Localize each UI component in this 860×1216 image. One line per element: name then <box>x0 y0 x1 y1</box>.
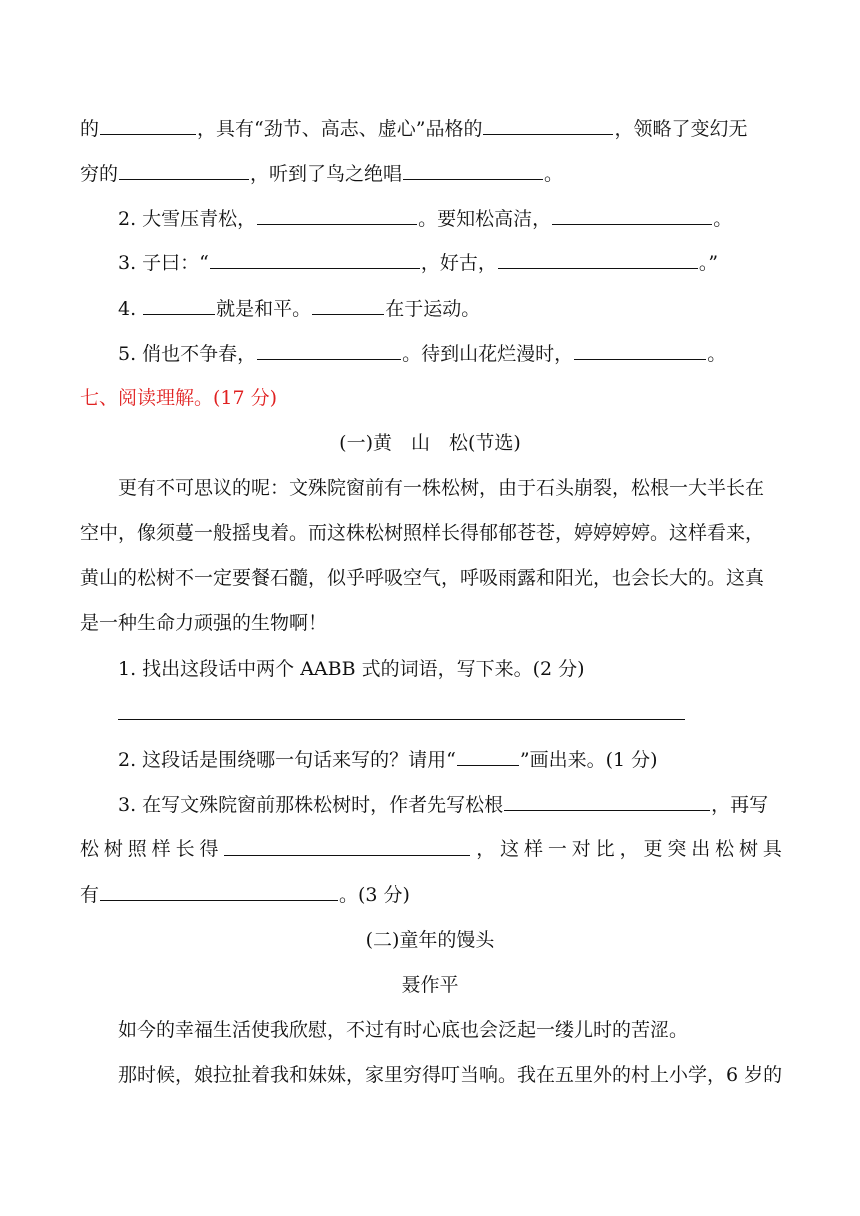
question-5 <box>118 339 726 367</box>
text: ，具有“劲节、高志、虚心”品格的 <box>197 118 483 140</box>
text: ，好古， <box>420 252 497 274</box>
passage-line: 黄山的松树不一定要餐石髓，似乎呼吸空气，呼吸雨露和阳光，也会长大的。这真 <box>80 567 765 589</box>
passage-line: 空中，像须蔓一般摇曳着。而这株松树照样长得郁郁苍苍，婷婷婷婷。这样看来， <box>80 522 765 544</box>
text: 比 <box>595 838 615 860</box>
text: 。(3 分) <box>339 884 410 906</box>
text: 。待到山花烂漫时， <box>402 343 574 365</box>
answer-blank[interactable] <box>552 204 712 225</box>
answer-blank[interactable] <box>210 248 420 269</box>
text: 得 <box>199 838 219 860</box>
text: 2. 大雪压青松， <box>118 208 257 230</box>
text: 。 <box>707 343 727 365</box>
answer-blank[interactable] <box>119 159 249 180</box>
answer-line[interactable] <box>118 719 685 720</box>
passage-line: 那时候，娘拉扯着我和妹妹，家里穷得叮当响。我在五里外的村上小学，6 岁的 <box>118 1064 783 1086</box>
answer-blank[interactable] <box>504 790 710 811</box>
answer-blank[interactable] <box>224 835 470 856</box>
text: ，听到了鸟之绝唱 <box>250 163 403 185</box>
fill-line-1 <box>80 114 747 142</box>
text: 树 <box>103 838 123 860</box>
answer-blank[interactable] <box>257 339 401 360</box>
question-2 <box>118 204 732 232</box>
answer-blank[interactable] <box>403 159 543 180</box>
passage-author: 聂作平 <box>401 974 459 996</box>
text: 松 <box>80 838 100 860</box>
text: 树 <box>739 838 759 860</box>
text: ，再写 <box>711 794 769 816</box>
answer-blank[interactable] <box>257 204 417 225</box>
question-2 <box>118 745 658 773</box>
answer-blank[interactable] <box>312 294 384 315</box>
question-3 <box>118 248 718 276</box>
answer-blank[interactable] <box>498 248 698 269</box>
text: 有 <box>80 884 100 906</box>
text: 5. 俏也不争春， <box>118 343 257 365</box>
underline-sample <box>457 745 519 766</box>
answer-blank[interactable] <box>483 114 613 135</box>
text: 4. <box>118 298 143 320</box>
text: 照 <box>127 838 147 860</box>
text: 。 <box>713 208 733 230</box>
text: 对 <box>571 838 591 860</box>
text: 出 <box>691 838 711 860</box>
text: 3. 在写文殊院窗前那株松树时，作者先写松根 <box>118 794 504 816</box>
question-1: 1. 找出这段话中两个 AABB 式的词语，写下来。(2 分) <box>118 658 585 680</box>
passage-title: (一)黄 山 松(节选) <box>339 432 521 454</box>
passage-title: (二)童年的馒头 <box>365 929 495 951</box>
answer-blank[interactable] <box>143 294 215 315</box>
text: 在于运动。 <box>385 298 481 320</box>
fill-line-2 <box>80 159 563 187</box>
answer-blank[interactable] <box>100 114 196 135</box>
text: 3. 子曰：“ <box>118 252 209 274</box>
text: 就是和平。 <box>216 298 312 320</box>
text: 具 <box>762 838 782 860</box>
text: ”画出来。(1 分) <box>519 749 658 771</box>
text: 。 <box>544 163 564 185</box>
text: 这 <box>500 838 520 860</box>
text: 更 <box>643 838 663 860</box>
text: 。要知松高洁， <box>418 208 552 230</box>
text: 样 <box>524 838 544 860</box>
text: 的 <box>80 118 100 140</box>
question-3-line-3 <box>80 880 410 908</box>
text: 2. 这段话是围绕哪一句话来写的？请用“ <box>118 749 456 771</box>
text: 突 <box>667 838 687 860</box>
answer-blank[interactable] <box>574 339 706 360</box>
question-4 <box>118 294 480 322</box>
section-heading: 七、阅读理解。(17 分) <box>80 387 278 409</box>
text: 长 <box>175 838 195 860</box>
text: ， <box>476 838 496 860</box>
passage-line: 如今的幸福生活使我欣慰，不过有时心底也会泛起一缕儿时的苦涩。 <box>118 1019 689 1041</box>
text: 松 <box>715 838 735 860</box>
text: ，领略了变幻无 <box>614 118 748 140</box>
text: 样 <box>151 838 171 860</box>
answer-blank[interactable] <box>100 880 338 901</box>
text: 。” <box>698 252 719 274</box>
question-3-line-1 <box>118 790 768 818</box>
question-3-line-2 <box>80 835 782 863</box>
text: ， <box>619 838 639 860</box>
passage-line: 是一种生命力顽强的生物啊！ <box>80 612 328 634</box>
passage-line: 更有不可思议的呢：文殊院窗前有一株松树，由于石头崩裂，松根一大半长在 <box>118 477 765 499</box>
text: 穷的 <box>80 163 119 185</box>
text: 一 <box>547 838 567 860</box>
